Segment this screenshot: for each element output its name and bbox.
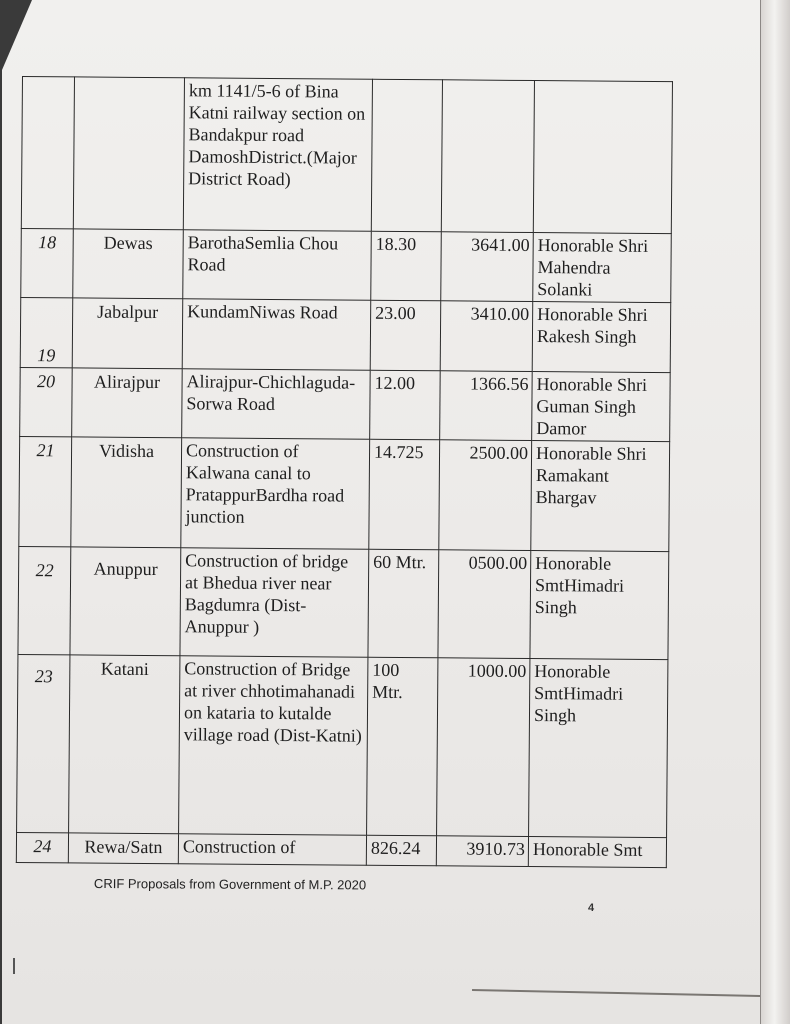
document-page	[2, 0, 760, 1024]
length-cell: 100 Mtr.	[367, 657, 438, 836]
next-page-edge	[760, 0, 790, 1024]
mp-cell: Honorable Shri Guman Singh Damor	[532, 372, 671, 442]
length-cell: 18.30	[371, 231, 442, 301]
table-row	[21, 228, 672, 302]
length-cell: 12.00	[370, 370, 441, 440]
amount-cell: 2500.00	[439, 440, 532, 551]
table-row	[20, 297, 671, 372]
amount-cell: 0500.00	[438, 550, 531, 659]
district-cell: Anuppur	[70, 547, 181, 656]
amount-cell: 3410.00	[440, 301, 533, 372]
table-row	[19, 436, 670, 551]
length-cell: 60 Mtr.	[368, 549, 439, 658]
length-cell	[371, 79, 442, 232]
work-cell: KundamNiwas Road	[182, 299, 371, 370]
table-row	[20, 367, 671, 441]
page-number: 4	[588, 902, 595, 914]
amount-cell: 3910.73	[436, 836, 528, 867]
work-cell: Construction of bridge at Bhedua river near Bagdumra (Dist-Anuppur )	[180, 548, 369, 657]
serial-cell: 19	[20, 297, 73, 367]
mp-cell: Honorable SmtHimadri Singh	[530, 551, 669, 660]
mp-cell: Honorable Smt	[528, 837, 666, 868]
mp-cell: Honorable Shri Rakesh Singh	[532, 302, 671, 373]
scan-artifact	[472, 989, 760, 997]
page-corner-shadow	[2, 0, 32, 70]
serial-cell: 23	[17, 654, 70, 832]
district-cell: Katani	[69, 655, 180, 834]
district-cell: Jabalpur	[72, 298, 183, 369]
table-row	[21, 77, 672, 234]
amount-cell: 1366.56	[440, 371, 533, 441]
serial-cell: 21	[19, 436, 72, 546]
work-cell: Construction of Kalwana canal to PratappurBardha road junction	[181, 438, 370, 549]
serial-cell: 24	[16, 832, 68, 862]
length-cell: 826.24	[366, 835, 436, 866]
mp-cell: Honorable Shri Ramakant Bhargav	[531, 441, 670, 552]
serial-cell	[21, 77, 74, 229]
district-cell: Alirajpur	[72, 368, 183, 438]
length-cell: 23.00	[370, 300, 441, 371]
serial-cell: 20	[20, 367, 73, 436]
length-cell: 14.725	[369, 439, 440, 550]
table-row	[18, 546, 669, 659]
work-cell: Construction of Bridge at river chhotimahanadi on kataria to kutalde village road (Dist-Katni)	[179, 656, 368, 835]
district-cell: Rewa/Satn	[68, 833, 178, 864]
district-cell: Vidisha	[71, 437, 182, 548]
table-row	[16, 832, 666, 867]
table-row	[17, 654, 668, 837]
serial-cell: 22	[18, 546, 71, 654]
amount-cell: 1000.00	[437, 658, 530, 837]
amount-cell: 3641.00	[441, 232, 534, 302]
amount-cell	[441, 80, 534, 233]
scan-artifact	[13, 958, 15, 974]
serial-cell: 18	[21, 228, 74, 297]
mp-cell	[533, 81, 672, 234]
proposals-table	[16, 76, 673, 868]
work-cell: Construction of	[178, 834, 366, 865]
work-cell: BarothaSemlia Chou Road	[183, 230, 372, 300]
mp-cell: Honorable SmtHimadri Singh	[529, 659, 668, 838]
work-cell: Alirajpur-Chichlaguda-Sorwa Road	[182, 369, 371, 439]
district-cell: Dewas	[73, 229, 184, 299]
mp-cell: Honorable Shri Mahendra Solanki	[533, 233, 672, 303]
document-footer: CRIF Proposals from Government of M.P. 2020	[93, 876, 367, 893]
work-cell: km 1141/5-6 of Bina Katni railway section on Bandakpur road DamoshDistrict.(Major District Road)	[183, 78, 372, 231]
district-cell	[73, 77, 184, 230]
